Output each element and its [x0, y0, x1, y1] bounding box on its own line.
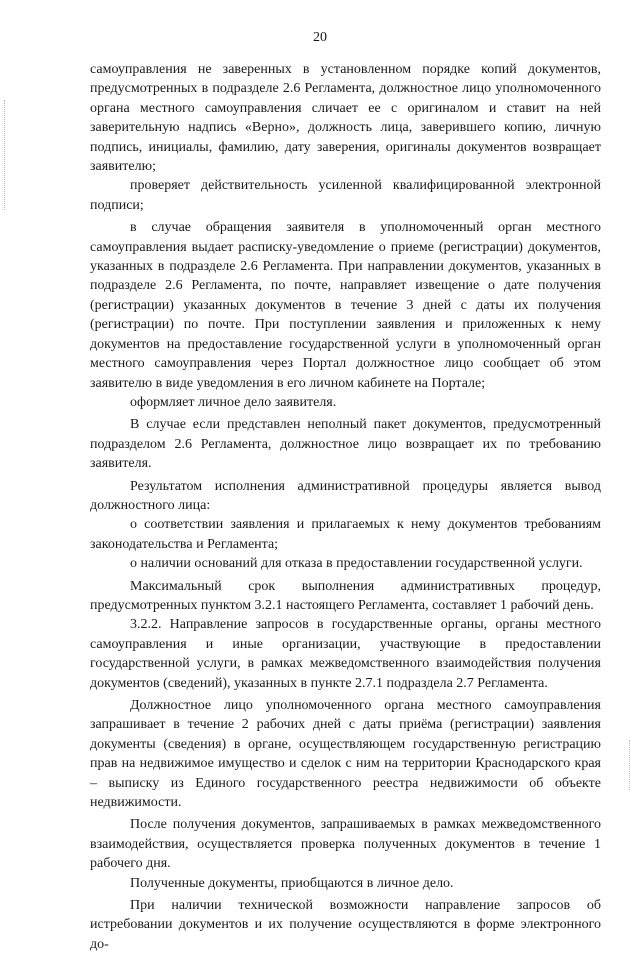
- paragraph: проверяет действительность усиленной квалифицированной электронной подписи;: [90, 178, 601, 213]
- page-number: 20: [313, 30, 327, 45]
- paragraph: При наличии технической возможности направление запросов об истребовании документов и их получение осуществляются в форме электронного до-: [90, 898, 601, 952]
- paragraph: о соответствии заявления и прилагаемых к нему документов требованиям законодательства и Регламента;: [90, 517, 601, 552]
- paragraph: в случае обращения заявителя в уполномоченный орган местного самоуправления выдает расписку-уведомление о приеме (регистрации) документов, указанных в подразделе 2.6 Регламента. При направлении документов, указанных в подразделе 2.6 Регламента, по почте, направляет извещение о дате получения (регистрации) указанных документов в течение 3 дней с даты их получения (регистрации) по почте. При поступлении заявления и приложенных к нему документов на предоставление государственной услуги в уполномоченный орган местного самоуправления через Портал должностное лицо сообщает об этом заявителю в виде уведомления в его личном кабинете на Портале;: [90, 220, 601, 391]
- paragraph: 3.2.2. Направление запросов в государственные органы, органы местного самоуправления и иные организации, участвующие в предоставлении государственной услуги, в рамках межведомственного взаимодействия получения документов (сведений), указанных в пункте 2.7.1 подраздела 2.7 Регламента.: [90, 617, 601, 691]
- document-body: [90, 60, 601, 954]
- paragraph: Результатом исполнения административной процедуры является вывод должностного лица:: [90, 478, 601, 513]
- paragraph: После получения документов, запрашиваемых в рамках межведомственного взаимодействия, осуществляется проверка полученных документов в течение 1 рабочего дня.: [90, 817, 601, 872]
- paragraph: о наличии оснований для отказа в предоставлении государственной услуги.: [130, 556, 583, 572]
- paragraph: В случае если представлен неполный пакет документов, предусмотренный подразделом 2.6 Регламента, должностное лицо возвращает их по требованию заявителя.: [90, 417, 601, 472]
- scan-margin-mark: [4, 100, 7, 210]
- paragraph: Максимальный срок выполнения административных процедур, предусмотренных пунктом 3.2.1 настоящего Регламента, составляет 1 рабочий день.: [90, 578, 601, 613]
- paragraph: Должностное лицо уполномоченного органа местного самоуправления запрашивает в течение 2 рабочих дней с даты приёма (регистрации) заявления документы (сведения) в органе, осуществляющем государственную регистрацию прав на недвижимое имущество и сделок с ним на территории Краснодарского края – выписку из Единого государственного реестра недвижимости об объекте недвижимости.: [90, 698, 601, 811]
- scan-margin-mark-right: [629, 740, 632, 790]
- paragraph: самоуправления не заверенных в установленном порядке копий документов, предусмотренных в подразделе 2.6 Регламента, должностное лицо уполномоченного органа местного самоуправления сличает ее с оригиналом и ставит на ней заверительную надпись «Верно», должность лица, заверившего копию, личную подпись, инициалы, фамилию, дату заверения, оригиналы документов возвращает заявителю;: [90, 62, 601, 175]
- paragraph: Полученные документы, приобщаются в личное дело.: [130, 875, 454, 891]
- paragraph: оформляет личное дело заявителя.: [130, 394, 337, 410]
